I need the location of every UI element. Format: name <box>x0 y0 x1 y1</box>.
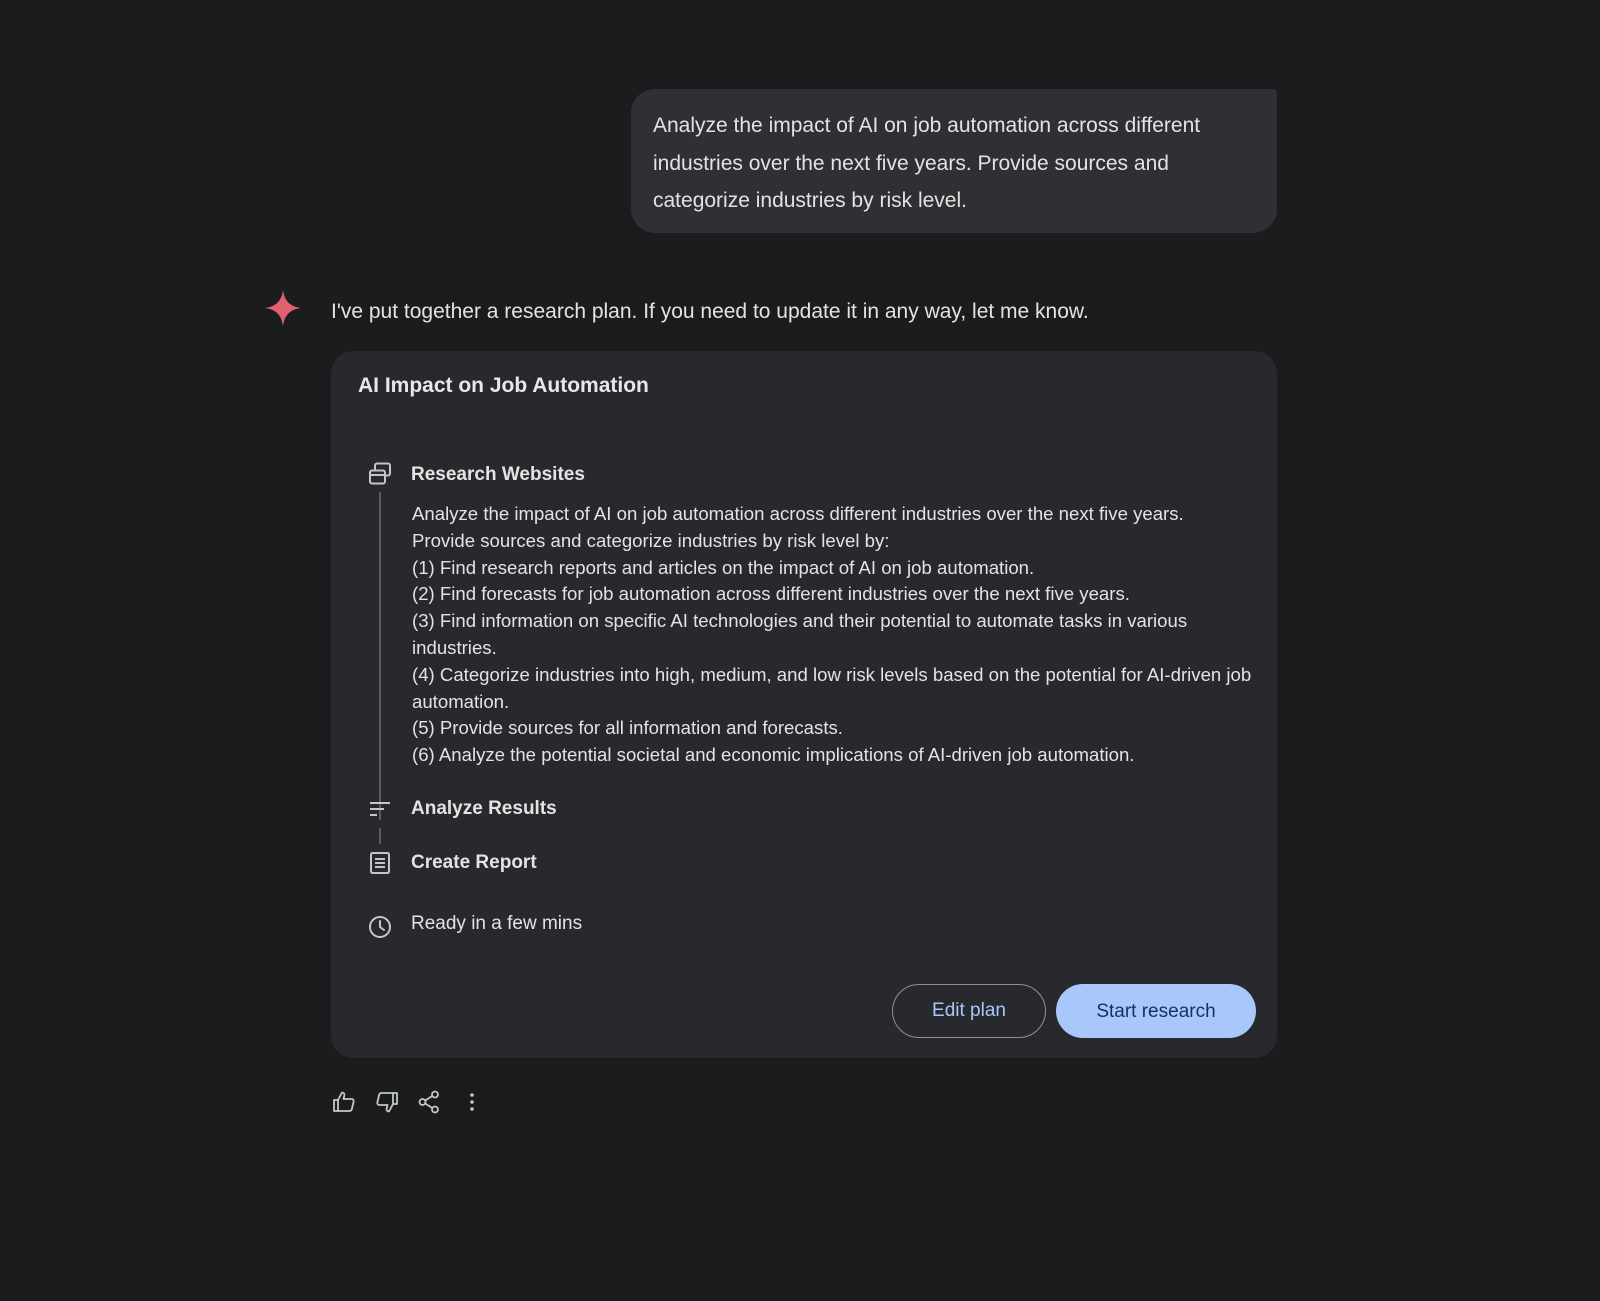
step-label-create-report: Create Report <box>411 852 537 873</box>
feedback-actions-bar <box>331 1089 491 1117</box>
sort-lines-icon <box>367 796 393 822</box>
plan-detail-line: (5) Provide sources for all information and forecasts. <box>412 717 843 739</box>
gemini-spark-icon <box>263 288 303 328</box>
step-connector-line <box>379 828 381 844</box>
thumbs-down-icon[interactable] <box>374 1089 400 1115</box>
step-label-research-websites: Research Websites <box>411 464 585 485</box>
document-icon <box>367 850 393 876</box>
plan-detail-line: (1) Find research reports and articles on the impact of AI on job automation. <box>412 556 1035 578</box>
plan-detail-line: (6) Analyze the potential societal and economic implications of AI-driven job automation. <box>412 744 1135 766</box>
step-label-analyze-results: Analyze Results <box>411 798 557 819</box>
assistant-intro-text: I've put together a research plan. If you need to update it in any way, let me know. <box>331 300 1089 323</box>
step-connector-line <box>379 492 381 820</box>
plan-title: AI Impact on Job Automation <box>358 374 649 397</box>
thumbs-up-icon[interactable] <box>331 1089 357 1115</box>
edit-plan-button[interactable]: Edit plan <box>892 984 1046 1038</box>
clock-icon <box>367 914 393 940</box>
plan-detail-line: (4) Categorize industries into high, medium, and low risk levels based on the potential for AI-driven job automation. <box>412 663 1252 712</box>
research-plan-card <box>331 351 1277 1058</box>
user-message-text: Analyze the impact of AI on job automation across different industries over the next five years. Provide sources and categorize industries by risk level. <box>653 114 1201 212</box>
user-message-bubble <box>631 89 1277 233</box>
plan-detail-line: (3) Find information on specific AI technologies and their potential to automate tasks in various industries. <box>412 610 1188 658</box>
plan-detail-line: Provide sources and categorize industries by risk level by: <box>412 529 890 551</box>
plan-detail-line: Analyze the impact of AI on job automation across different industries over the next five years. <box>412 503 1184 524</box>
start-research-button[interactable]: Start research <box>1056 984 1256 1038</box>
more-vertical-icon[interactable] <box>459 1089 485 1115</box>
plan-detail-line: (2) Find forecasts for job automation across different industries over the next five years. <box>412 583 1130 605</box>
share-icon[interactable] <box>416 1089 442 1115</box>
research-websites-details <box>412 501 1262 769</box>
eta-text: Ready in a few mins <box>411 913 583 934</box>
browser-windows-icon <box>367 461 393 487</box>
